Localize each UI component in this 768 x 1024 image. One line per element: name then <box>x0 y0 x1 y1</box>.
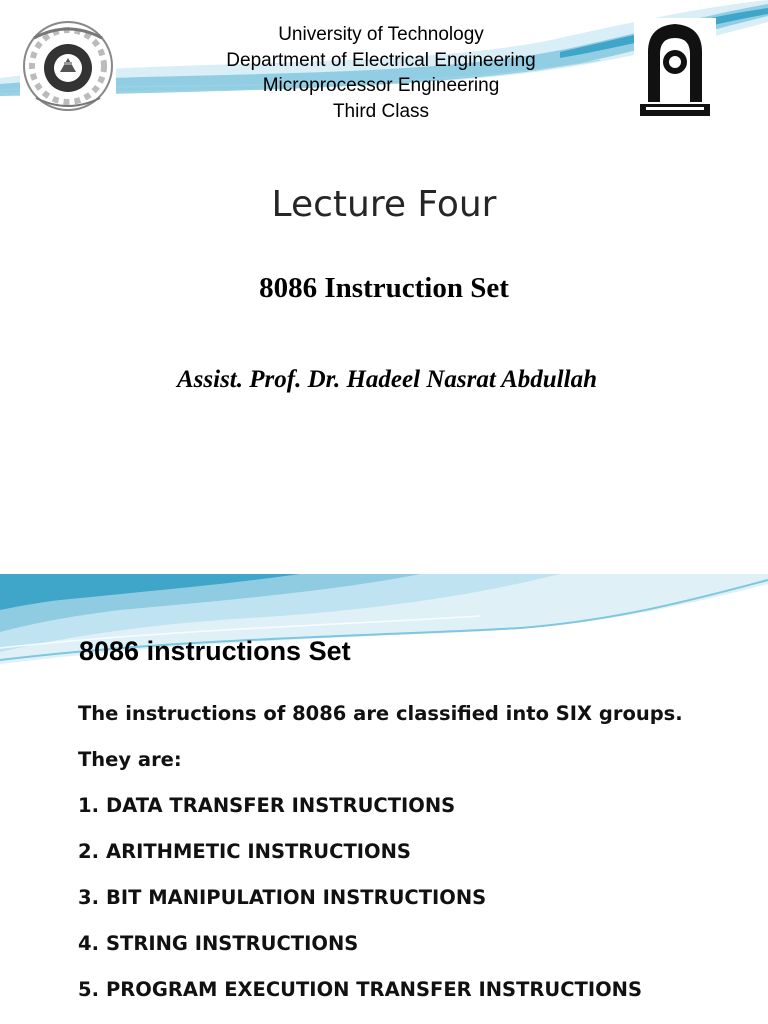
list-label: DATA TRANSFER INSTRUCTIONS <box>106 794 456 817</box>
list-item <box>78 794 683 840</box>
list-item <box>78 840 683 886</box>
list-number: 5. <box>78 978 99 1001</box>
list-label: ARITHMETIC INSTRUCTIONS <box>106 840 411 863</box>
list-label: BIT MANIPULATION INSTRUCTIONS <box>106 886 487 909</box>
department-name: Department of Electrical Engineering <box>226 49 536 71</box>
list-label: STRING INSTRUCTIONS <box>106 932 359 955</box>
list-item <box>78 886 683 932</box>
institution-header <box>120 22 642 124</box>
author-name: Assist. Prof. Dr. Hadeel Nasrat Abdullah <box>177 366 597 393</box>
slide-body <box>78 702 683 1024</box>
intro-text: The instructions of 8086 are classified into SIX groups. <box>78 702 683 725</box>
slide-heading: 8086 instructions Set <box>79 636 351 666</box>
list-number: 2. <box>78 840 99 863</box>
lead-text: They are: <box>78 748 182 771</box>
list-number: 1. <box>78 794 99 817</box>
course-name: Microprocessor Engineering <box>262 75 500 96</box>
list-label: PROGRAM EXECUTION TRANSFER INSTRUCTIONS <box>106 978 643 1001</box>
university-logo <box>634 18 716 120</box>
list-number: 4. <box>78 932 99 955</box>
list-number: 3. <box>78 886 99 909</box>
class-level: Third Class <box>332 100 430 122</box>
lecture-title: Lecture Four <box>271 184 497 225</box>
list-item <box>78 978 683 1024</box>
slide-instruction-groups <box>0 574 768 1024</box>
university-name: University of Technology <box>278 24 484 45</box>
lecture-subtitle: 8086 Instruction Set <box>259 272 509 304</box>
list-item <box>78 932 683 978</box>
department-logo <box>20 18 116 116</box>
slide-separator <box>0 560 768 574</box>
